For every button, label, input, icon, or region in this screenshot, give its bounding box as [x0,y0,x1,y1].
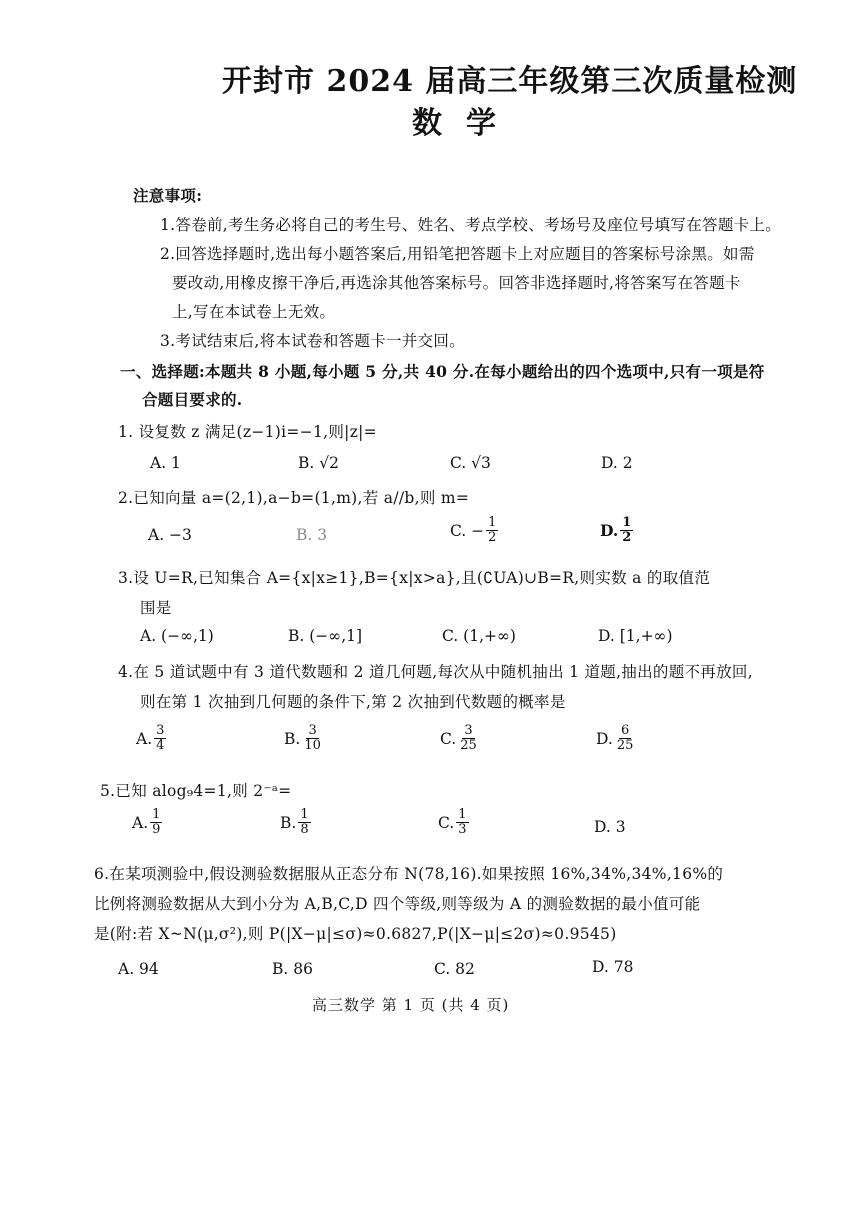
notice-item-2-cont: 要改动,用橡皮擦干净后,再选涂其他答案标号。回答非选择题时,将答案写在答题卡 [172,274,741,292]
q4-b-denominator: 10 [304,738,321,753]
q5-c-denominator: 3 [458,822,467,837]
question-1-stem: 1. 设复数 z 满足(z−1)i=−1,则|z|= [118,423,377,441]
q4-option-a [136,724,166,753]
q4-option-a-fraction [154,724,166,753]
q4-c-denominator: 25 [460,738,477,753]
notice-item-1: 1.答卷前,考生务必将自己的考生号、姓名、考点学校、考场号及座位号填写在答题卡上。 [160,216,782,234]
q5-b-numerator: 1 [300,807,309,822]
section-heading: 一、选择题:本题共 8 小题,每小题 5 分,共 40 分.在每小题给出的四个选项中,只有一项是符 [120,362,765,381]
question-6-stem-cont: 比例将测验数据从大到小分为 A,B,C,D 四个等级,则等级为 A 的测验数据的最小值可能 [94,895,701,913]
q1-option-c: C. √3 [450,454,491,472]
q3-option-a: A. (−∞,1) [140,627,214,645]
q4-option-d-prefix: D. [596,729,613,748]
q4-d-numerator: 6 [620,723,630,738]
notice-item-2-end: 上,写在本试卷上无效。 [172,303,336,321]
q1-option-a: A. 1 [150,454,181,472]
q2-d-numerator: 1 [622,515,632,530]
q1-option-d: D. 2 [601,454,633,472]
q2-option-b: B. 3 [296,526,328,544]
q5-a-numerator: 1 [152,807,161,822]
q5-option-c [438,808,469,837]
question-3-stem-cont: 围是 [140,599,172,617]
subject-title: 数学 [412,106,520,141]
q3-option-b: B. (−∞,1] [288,627,363,645]
q5-b-denominator: 8 [300,822,309,837]
question-2-stem: 2.已知向量 a=(2,1),a−b=(1,m),若 a//b,则 m= [118,489,470,507]
notice-heading: 注意事项: [133,186,203,205]
q6-option-b: B. 86 [272,960,313,978]
q5-option-a-fraction [150,808,162,837]
q6-option-c: C. 82 [434,960,475,978]
q5-option-c-fraction [456,808,468,837]
q2-option-d [600,516,633,545]
q3-option-c: C. (1,+∞) [442,627,516,645]
question-5-stem: 5.已知 alog₉4=1,则 2⁻ᵃ= [100,782,292,800]
q4-option-a-prefix: A. [136,729,153,748]
q5-option-a-prefix: A. [132,813,149,832]
q2-c-denominator: 2 [488,530,497,545]
q6-option-d: D. 78 [592,958,634,976]
q5-option-c-prefix: C. [438,813,455,832]
q4-d-denominator: 25 [616,738,634,753]
notice-item-3: 3.考试结束后,将本试卷和答题卡一并交回。 [160,332,466,350]
q5-c-numerator: 1 [458,807,467,822]
question-3-stem: 3.设 U=R,已知集合 A={x|x≥1},B={x|x>a},且(∁UA)∪B=R,则实数 a 的取值范 [118,569,711,587]
question-6-stem-end: 是(附:若 X~N(μ,σ²),则 P(|X−μ|≤σ)≈0.6827,P(|X−μ|≤2σ)≈0.9545) [94,925,617,943]
exam-title: 开封市 2024 届高三年级第三次质量检测 [222,64,798,99]
notice-item-2: 2.回答选择题时,选出每小题答案后,用铅笔把答题卡上对应题目的答案标号涂黑。如需 [160,245,755,263]
q2-c-numerator: 1 [488,515,497,530]
q5-option-b-prefix: B. [280,813,297,832]
q4-option-c-fraction [458,724,479,753]
q4-option-d-fraction [615,724,636,753]
q5-option-b [280,808,311,837]
q4-option-b-prefix: B. [284,729,301,748]
q4-option-c [440,724,479,753]
question-4-stem-cont: 则在第 1 次抽到几何题的条件下,第 2 次抽到代数题的概率是 [140,693,566,711]
q4-a-numerator: 3 [156,723,165,738]
section-heading-cont: 合题目要求的. [142,390,243,409]
q1-option-b: B. √2 [298,454,339,472]
q5-option-a [132,808,162,837]
q4-c-numerator: 3 [464,723,473,738]
q2-option-c-prefix: C. − [450,521,485,540]
q4-option-b [284,724,323,753]
q2-d-denominator: 2 [622,530,632,545]
q2-option-c-fraction [486,516,498,545]
q4-option-d [596,724,635,753]
q5-option-d: D. 3 [594,818,626,836]
q3-option-d: D. [1,+∞) [598,627,673,645]
q4-a-denominator: 4 [156,738,165,753]
q2-option-a: A. −3 [148,526,192,544]
q5-option-b-fraction [298,808,310,837]
question-6-stem: 6.在某项测验中,假设测验数据服从正态分布 N(78,16).如果按照 16%,34%,34%,16%的 [94,865,724,883]
question-4-stem: 4.在 5 道试题中有 3 道代数题和 2 道几何题,每次从中随机抽出 1 道题,抽出的题不再放回, [118,663,753,681]
q4-b-numerator: 3 [308,723,317,738]
page-footer: 高三数学 第 1 页 (共 4 页) [312,996,510,1014]
q5-a-denominator: 9 [152,822,161,837]
q4-option-c-prefix: C. [440,729,457,748]
q2-option-c [450,516,498,545]
q6-option-a: A. 94 [118,960,159,978]
q2-option-d-prefix: D. [600,521,619,540]
q4-option-b-fraction [302,724,323,753]
q2-option-d-fraction [620,516,633,545]
